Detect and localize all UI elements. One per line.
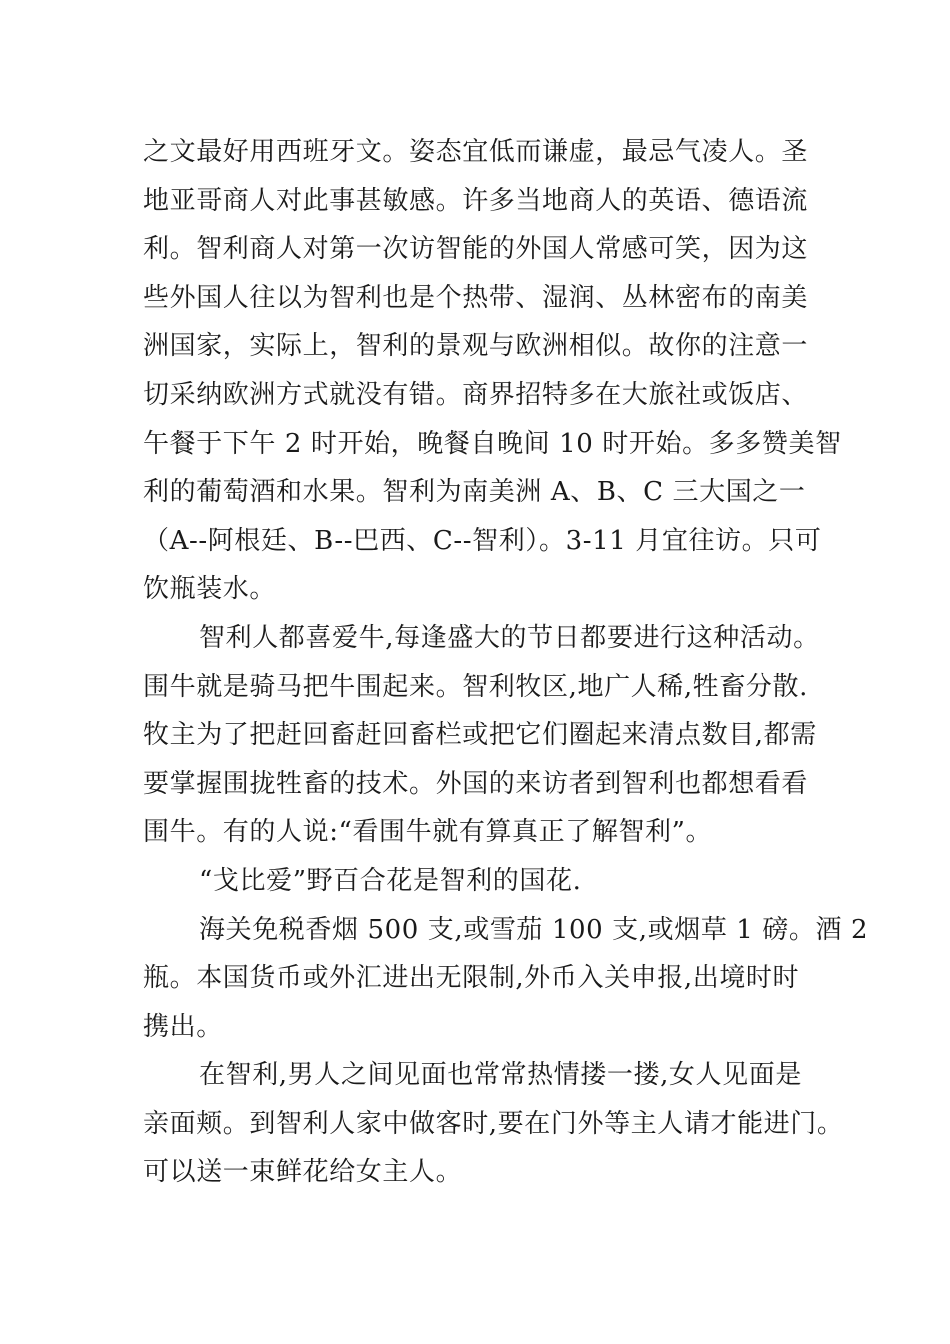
text-line: 围牛就是骑马把牛围起来。智利牧区,地广人稀,牲畜分散. bbox=[143, 671, 808, 702]
paragraph-start-line: 智利人都喜爱牛,每逢盛大的节日都要进行这种活动。 bbox=[199, 622, 820, 653]
text-line: 要掌握围拢牲畜的技术。外国的来访者到智利也都想看看 bbox=[143, 768, 809, 799]
text-line: 洲国家，实际上，智利的景观与欧洲相似。故你的注意一 bbox=[143, 331, 809, 362]
paragraph-start-line: 在智利,男人之间见面也常常热情搂一搂,女人见面是 bbox=[199, 1060, 802, 1091]
text-line: 饮瓶装水。 bbox=[143, 574, 277, 605]
body-text bbox=[143, 128, 869, 1197]
text-line: 利的葡萄酒和水果。智利为南美洲 A、B、C 三大国之一 bbox=[143, 477, 806, 508]
text-line: 些外国人往以为智利也是个热带、湿润、丛林密布的南美 bbox=[143, 282, 809, 313]
paragraph-start-line: 海关免税香烟 500 支,或雪茄 100 支,或烟草 1 磅。酒 2 bbox=[199, 914, 869, 945]
text-line: 牧主为了把赶回畜赶回畜栏或把它们圈起来清点数目,都需 bbox=[143, 720, 817, 751]
text-line: 地亚哥商人对此事甚敏感。许多当地商人的英语、德语流 bbox=[143, 185, 809, 216]
text-line: 之文最好用西班牙文。姿态宜低而谦虚，最忌气凌人。圣 bbox=[143, 137, 809, 167]
paragraph-start-line: “戈比爱”野百合花是智利的国花. bbox=[199, 865, 582, 896]
text-line: 亲面颊。到智利人家中做客时,要在门外等主人请才能进门。 bbox=[143, 1108, 844, 1139]
text-line: 利。智利商人对第一次访智能的外国人常感可笑，因为这 bbox=[143, 234, 809, 265]
text-line: 围牛。有的人说:“看围牛就有算真正了解智利”。 bbox=[143, 817, 713, 848]
text-line: 切采纳欧洲方式就没有错。商界招特多在大旅社或饭店、 bbox=[143, 379, 809, 410]
text-line: 可以送一束鲜花给女主人。 bbox=[143, 1157, 463, 1188]
text-line: 瓶。本国货币或外汇进出无限制,外币入关申报,出境时时 bbox=[143, 963, 800, 994]
text-line: 午餐于下午 2 时开始，晚餐自晚间 10 时开始。多多赞美智 bbox=[143, 428, 842, 459]
text-line: 携出。 bbox=[143, 1011, 223, 1042]
text-line: （A--阿根廷、B--巴西、C--智利）。3-11 月宜往访。只可 bbox=[143, 525, 822, 556]
